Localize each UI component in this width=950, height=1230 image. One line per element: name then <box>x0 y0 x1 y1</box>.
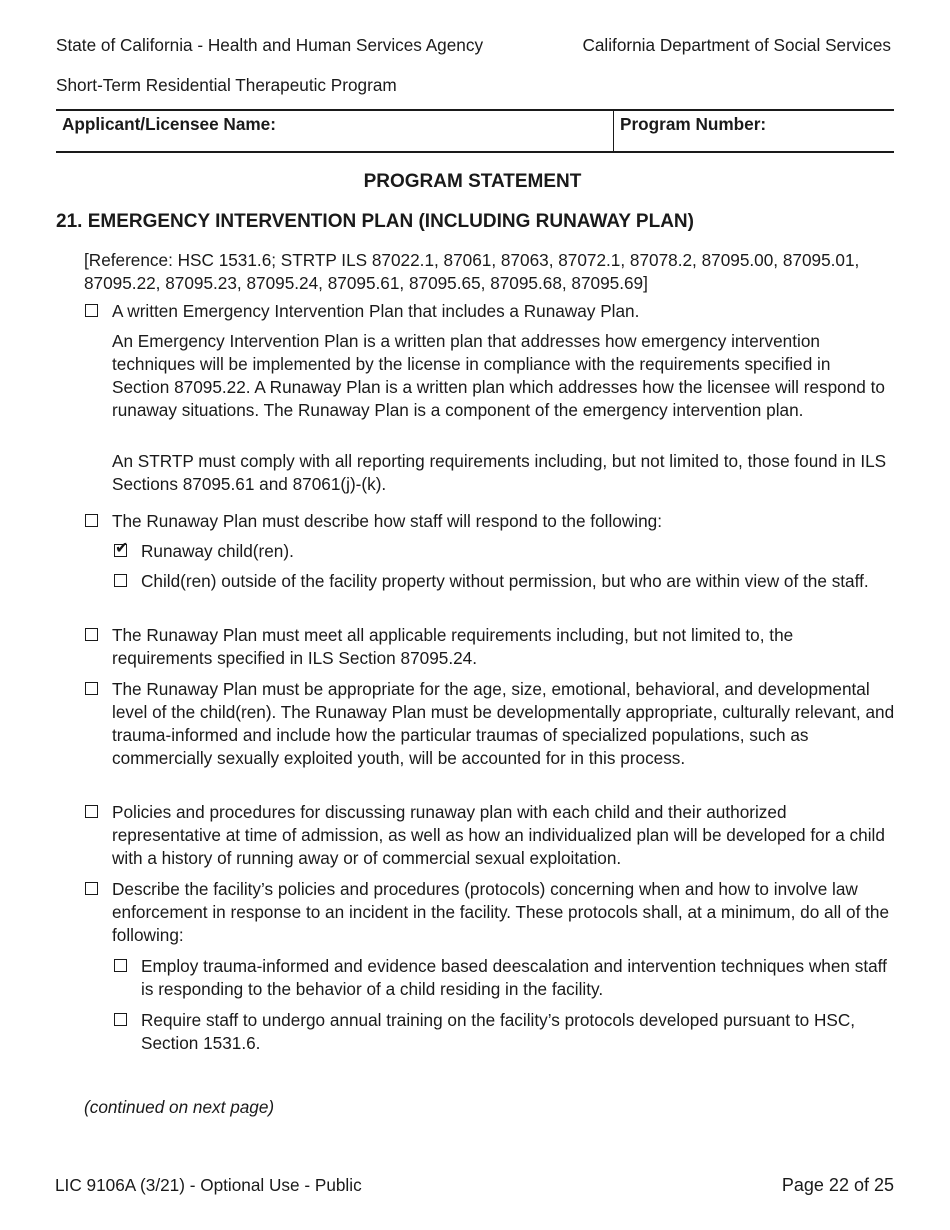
checklist-item-policies-discussing <box>85 801 897 870</box>
checkbox[interactable] <box>85 514 98 527</box>
checklist-item-text: Employ trauma-informed and evidence based deescalation and intervention techniques when staff is responding to the behavior of a child residing in the facility. <box>141 956 887 999</box>
checklist-item-outside-property <box>114 570 897 593</box>
checklist-item-text: The Runaway Plan must describe how staff will respond to the following: <box>112 511 662 531</box>
checkbox[interactable] <box>85 628 98 641</box>
checkbox[interactable] <box>114 1013 127 1026</box>
section-title: 21. EMERGENCY INTERVENTION PLAN (INCLUDING RUNAWAY PLAN) <box>56 211 694 232</box>
checklist-item-describe-response <box>85 510 897 533</box>
checkbox[interactable] <box>114 574 127 587</box>
checklist-item-trauma-informed <box>114 955 897 1001</box>
document-title: PROGRAM STATEMENT <box>363 171 582 192</box>
checklist-item-text: Require staff to undergo annual training on the facility’s protocols developed pursuant to HSC, Section 1531.6. <box>141 1010 856 1053</box>
footer-page-number: Page 22 of 25 <box>781 1175 894 1195</box>
checklist-item-meet-requirements <box>85 624 897 670</box>
checklist-item-appropriate <box>85 678 897 770</box>
checklist-item-text: Child(ren) outside of the facility property without permission, but who are within view of the staff. <box>141 571 869 591</box>
reporting-paragraph: An STRTP must comply with all reporting requirements including, but not limited to, those found in ILS Sections 87095.61 and 87061(j)-(k). <box>112 451 887 494</box>
checklist-item-text: The Runaway Plan must meet all applicable requirements including, but not limited to, the requirements specified in ILS Section 87095.24. <box>112 625 794 668</box>
checkbox[interactable] <box>85 304 98 317</box>
header-program: Short-Term Residential Therapeutic Program <box>56 75 397 95</box>
checklist-item-text: The Runaway Plan must be appropriate for the age, size, emotional, behavioral, and developmental level of the child(ren). The Runaway Plan must be developmentally appropriate, culturally relevant, and trauma-informed and include how the particular traumas of specialized populations, such as commercially sexually exploited youth, will be accounted for in this process. <box>112 679 895 768</box>
applicant-name-label: Applicant/Licensee Name: <box>62 114 276 134</box>
checklist-item-text: Runaway child(ren). <box>141 541 294 561</box>
program-number-label: Program Number: <box>620 114 767 134</box>
program-number-field[interactable] <box>614 111 894 151</box>
checkbox[interactable] <box>85 882 98 895</box>
checklist-item-written-plan <box>85 300 897 323</box>
applicant-name-field[interactable] <box>56 111 614 151</box>
checklist-item-text: Describe the facility’s policies and procedures (protocols) concerning when and how to involve law enforcement in response to an incident in the facility. These protocols shall, at a minimum, do all of the following: <box>112 879 890 945</box>
checklist-item-runaway-children <box>114 540 897 563</box>
checkbox[interactable] <box>85 805 98 818</box>
header-agency: State of California - Health and Human Services Agency <box>56 35 484 55</box>
checkbox[interactable] <box>85 682 98 695</box>
header-department: California Department of Social Services <box>582 35 891 55</box>
checkbox[interactable] <box>114 959 127 972</box>
checklist-item-text: Policies and procedures for discussing runaway plan with each child and their authorized representative at time of admission, as well as how an individualized plan will be developed for a child with a history of running away or of commercial sexual exploitation. <box>112 802 885 868</box>
section-reference: [Reference: HSC 1531.6; STRTP ILS 87022.1, 87061, 87063, 87072.1, 87078.2, 87095.00, 87095.01, 87095.22, 87095.23, 87095.24, 87095.61, 87095.65, 87095.68, 87095.69] <box>84 250 860 293</box>
checklist-item-annual-training <box>114 1009 897 1055</box>
checklist-item-law-enforcement <box>85 878 897 947</box>
applicant-info-table <box>56 109 894 153</box>
continued-note: (continued on next page) <box>84 1097 275 1117</box>
checkbox-checked[interactable] <box>114 544 127 557</box>
footer-form-id: LIC 9106A (3/21) - Optional Use - Public <box>55 1175 362 1195</box>
checklist-item-text: A written Emergency Intervention Plan that includes a Runaway Plan. <box>112 301 640 321</box>
definition-paragraph: An Emergency Intervention Plan is a written plan that addresses how emergency intervention techniques will be implemented by the license in compliance with the requirements specified in Section 87095.22. A Runaway Plan is a written plan which addresses how the licensee will respond to runaway situations. The Runaway Plan is a component of the emergency intervention plan. <box>112 331 885 420</box>
